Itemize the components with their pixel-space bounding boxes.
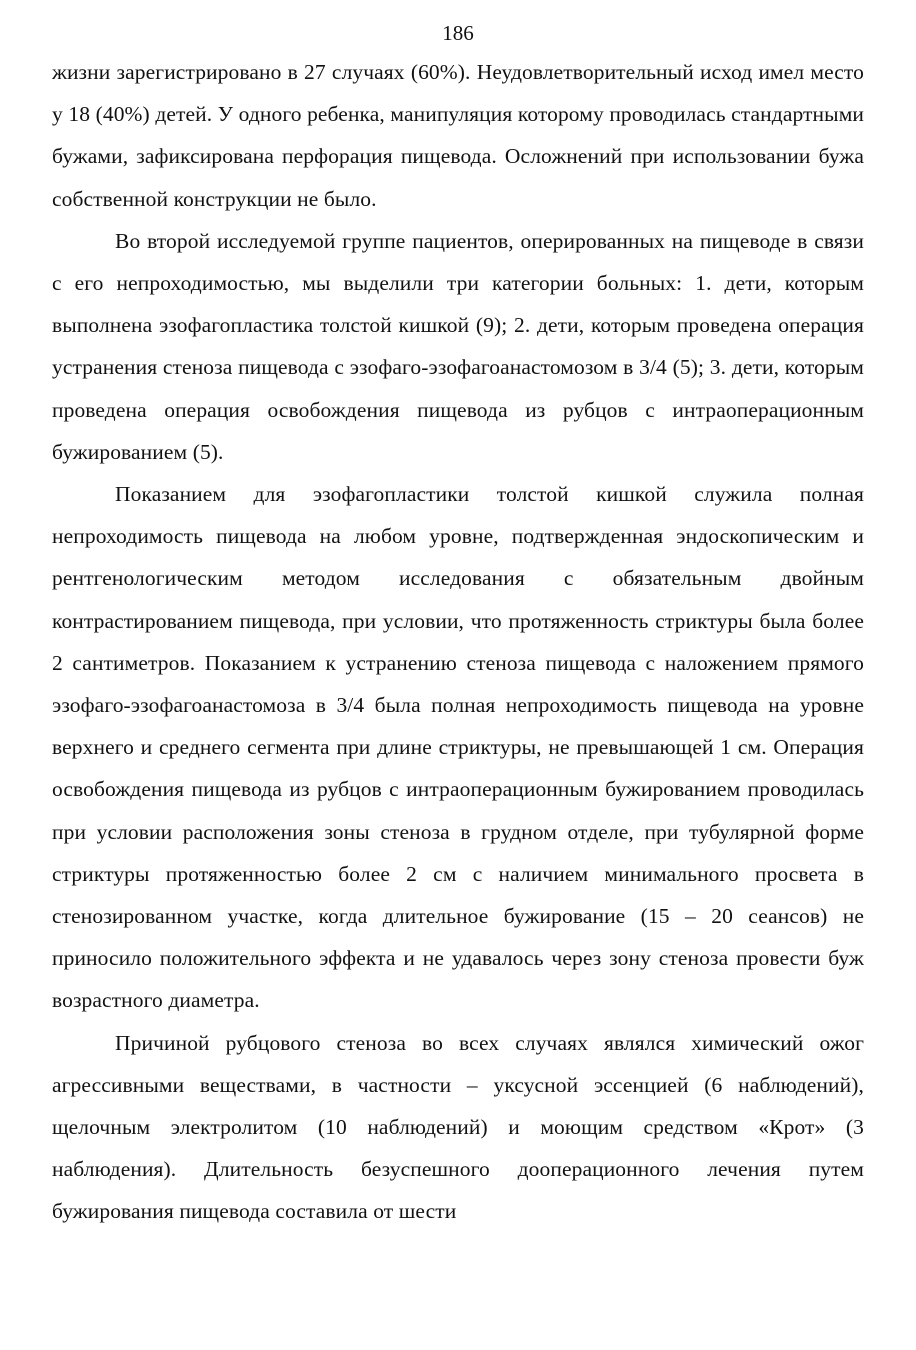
page-number: 186	[442, 21, 474, 45]
page-body	[52, 51, 864, 1233]
paragraph-1: жизни зарегистрировано в 27 случаях (60%). Неудовлетворительный исход имел место у 18 (40%) детей. У одного ребенка, манипуляция которому проводилась стандартными бужами, зафиксирована перфорация пищевода. Осложнений при использовании бужа собственной конструкции не было.	[52, 60, 864, 211]
paragraph-2: Во второй исследуемой группе пациентов, оперированных на пищеводе в связи с его непроходимостью, мы выделили три категории больных: 1. дети, которым выполнена эзофагопластика толстой кишкой (9); 2. дети, которым проведена операция устранения стеноза пищевода с эзофаго-эзофагоанастомозом в 3/4 (5); 3. дети, которым проведена операция освобождения пищевода из рубцов с интраоперационным бужированием (5).	[52, 228, 864, 464]
paragraph-3: Показанием для эзофагопластики толстой кишкой служила полная непроходимость пищевода на любом уровне, подтвержденная эндоскопическим и рентгенологическим методом исследования с обязательным двойным контрастированием пищевода, при условии, что протяженность стриктуры была более 2 сантиметров. Показанием к устранению стеноза пищевода с наложением прямого эзофаго-эзофагоанастомоза в 3/4 была полная непроходимость пищевода на уровне верхнего и среднего сегмента при длине стриктуры, не превышающей 1 см. Операция освобождения пищевода из рубцов с интраоперационным бужированием проводилась при условии расположения зоны стеноза в грудном отделе, при тубулярной форме стриктуры протяженностью более 2 см с наличием минимального просвета в стенозированном участке, когда длительное бужирование (15 – 20 сеансов) не приносило положительного эффекта и не удавалось через зону стеноза провести буж возрастного диаметра.	[52, 482, 864, 1013]
paragraph-4: Причиной рубцового стеноза во всех случаях являлся химический ожог агрессивными веществами, в частности – уксусной эссенцией (6 наблюдений), щелочным электролитом (10 наблюдений) и моющим средством «Крот» (3 наблюдения). Длительность безуспешного дооперационного лечения путем бужирования пищевода составила от шести	[52, 1030, 864, 1224]
